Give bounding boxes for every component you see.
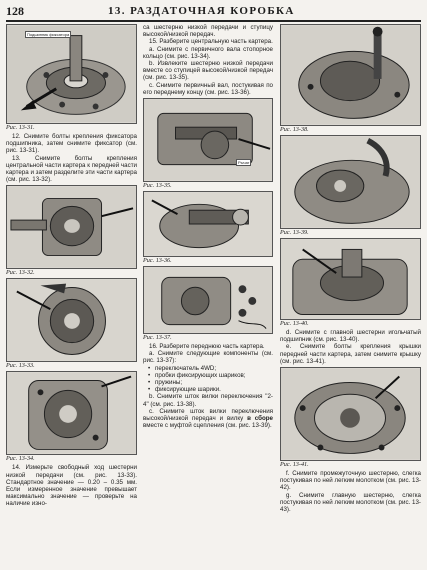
caption-13-37: Рис. 13-37. [143, 334, 172, 342]
page-header [6, 4, 421, 20]
figure-13-40-drawing [281, 239, 420, 319]
step-12-text: 12. Снимите болты крепления фиксатора подшипника, затем снимите фиксатор (см. рис. 13-31). [6, 133, 137, 155]
middle-top-text [143, 24, 273, 96]
caption-13-41: Рис. 13-41. [280, 461, 309, 469]
figure-13-39-drawing [281, 136, 420, 228]
caption-13-33: Рис. 13-33. [6, 362, 35, 370]
figure-label-lever: Рычаг [238, 160, 250, 166]
steps-d-e [280, 329, 421, 365]
caption-13-36: Рис. 13-36. [143, 257, 172, 265]
step-g-text: g. Снимите главную шестерню, слегка постукивая по ней легким молотком (см. рис. 13-43). [280, 491, 421, 514]
step-16c-text [143, 408, 273, 430]
figure-13-31-drawing [7, 25, 136, 123]
caption-13-34: Рис. 13-34. [6, 455, 35, 463]
step-16a-text: а. Снимите следующие компоненты (см. рис. 13-37): [143, 350, 273, 365]
caption-13-31: Рис. 13-31. [6, 124, 35, 131]
figure-13-34-drawing [7, 372, 136, 454]
step-16b-text: b. Снимите шток вилки переключения "2-4" (см. рис. 13-38). [143, 393, 273, 408]
figure-13-41 [280, 367, 421, 461]
figure-13-40 [280, 238, 421, 320]
caption-13-35: Рис. 13-35. [143, 182, 172, 190]
step-16-text: 16. Разберите переднюю часть картера. [149, 343, 265, 351]
step-16 [143, 343, 273, 429]
bullet-item: • фиксирующие шарики. [143, 386, 273, 393]
figure-13-34 [6, 371, 137, 455]
figure-13-32 [6, 185, 137, 269]
caption-13-32: Рис. 13-32. [6, 269, 35, 277]
step-e-text: е. Снимите болты крепления крышки передней части картера, затем снимите крышку (см. рис. 13-41). [280, 343, 421, 365]
figure-13-38-drawing [281, 25, 420, 125]
step-15a-text: а. Снимите с первичного вала стопорное кольцо (см. рис. 13-34). [143, 45, 273, 60]
figure-13-36 [143, 191, 273, 257]
caption-13-38: Рис. 13-38. [280, 126, 309, 133]
figure-13-31 [6, 24, 137, 124]
header-rule [6, 20, 421, 22]
caption-13-40: Рис. 13-40. [280, 320, 309, 327]
figure-label-holder: Подшипник фиксатора [27, 32, 70, 37]
step-14 [6, 464, 137, 507]
figure-13-36-drawing [144, 192, 272, 256]
step-14-text: 14. Измерьте свободный ход шестерни низкой передачи (см. рис. 13-33). Стандартное значение — 0.20 – 0.35 мм. Если измеренное значение превышает максимально значение — проверьте на наличие изно- [6, 464, 137, 508]
figure-13-33-drawing [7, 279, 136, 361]
page-number: 128 [6, 4, 24, 18]
column-middle [143, 24, 273, 429]
figure-13-33 [6, 278, 137, 362]
column-left [6, 24, 137, 508]
step-16c-part2: вместе с муфтой сцепления (см. рис. 13-39). [143, 422, 272, 430]
step-d-text: d. Снимите с главной шестерни игольчатый подшипник (см. рис. 13-40). [280, 329, 421, 344]
step-12 [6, 133, 137, 183]
column-right [280, 24, 421, 513]
bullet-item: • пружины; [143, 379, 273, 386]
figure-13-35-drawing [144, 99, 272, 181]
bullet-item: • переключатель 4WD; [143, 365, 273, 372]
figure-13-32-drawing [7, 186, 136, 268]
step-16c-bold: в сборе [247, 415, 273, 423]
chapter-title: 13. РАЗДАТОЧНАЯ КОРОБКА [108, 5, 295, 17]
step-15b-text: b. Извлеките шестерню низкой передачи вместе со ступицей высокой/низкой передач (см. рис. 13-35). [143, 60, 273, 82]
step-16c-part1: с. Снимите шток вилки переключения высокой/низкой передач и вилку [143, 407, 273, 423]
steps-f-g [280, 470, 421, 513]
continuation-text: са шестерню низкой передачи и ступицу высокой/низкой передач. [143, 24, 273, 39]
figure-13-37 [143, 266, 273, 334]
figure-13-35 [143, 98, 273, 182]
step-15c-text: с. Снимите первичный вал, постукивая по его переднему концу (см. рис. 13-36). [143, 81, 273, 96]
step-15-text: 15. Разберите центральную часть картера. [149, 38, 273, 46]
figure-13-38 [280, 24, 421, 126]
figure-13-39 [280, 135, 421, 229]
caption-13-39: Рис. 13-39. [280, 229, 309, 236]
step-f-text: f. Снимите промежуточную шестерню, слегка постукивая по ней легким молотком (см. рис. 13-42). [280, 470, 421, 492]
step-13-text: 13. Снимите болты крепления центральной части картера к передней части картера и затем разделите эти части картера (см. рис. 13-32). [6, 154, 137, 184]
figure-13-41-drawing [281, 368, 420, 460]
figure-13-37-drawing [144, 267, 272, 333]
bullet-item: • пробки фиксирующих шариков; [143, 372, 273, 379]
